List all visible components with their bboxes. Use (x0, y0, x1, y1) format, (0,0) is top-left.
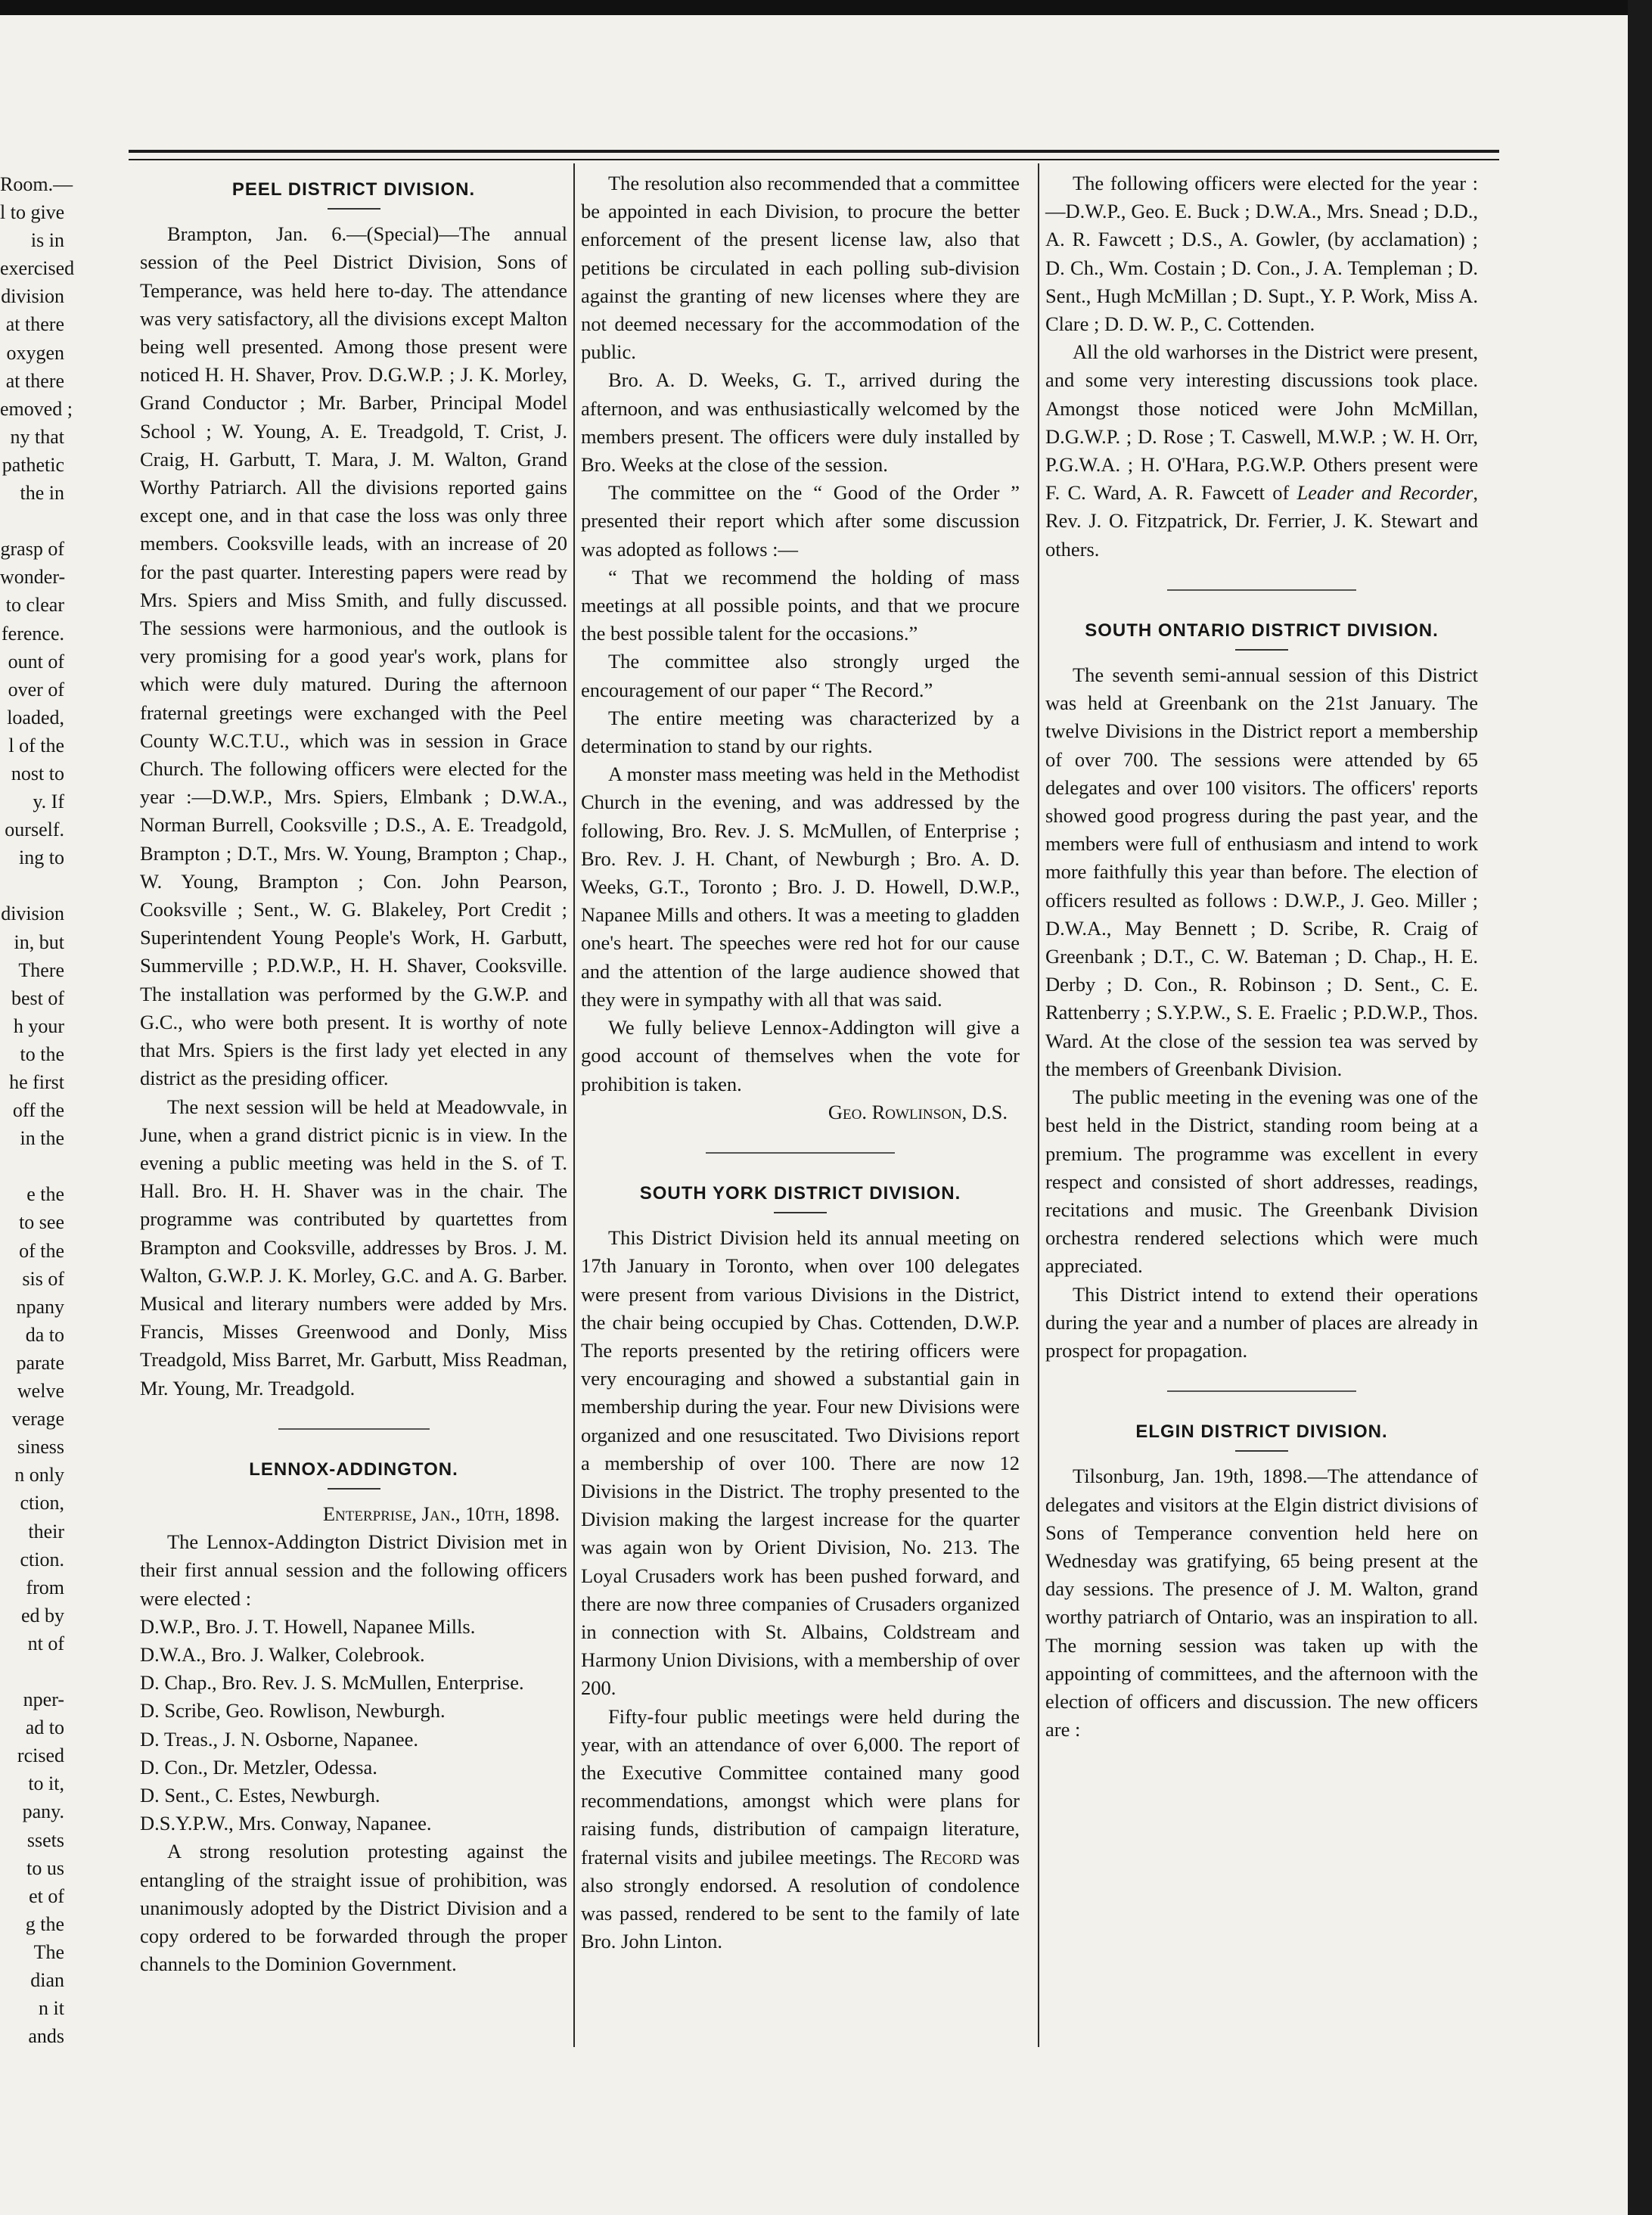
margin-fragment: nost to (11, 762, 64, 784)
margin-fragment: division (1, 285, 64, 308)
text-run: Fifty-four public meetings were held during the year, with an attendance of over 6,000. The report of the Executive Committee contained many good recommendations, amongst which were plans for raising funds, distribution of campaign literature, fraternal visits and jubilee meetings. The (581, 1704, 1020, 1869)
margin-fragment: best of (11, 986, 64, 1009)
officer-line: D.W.A., Bro. J. Walker, Colebrook. (140, 1642, 425, 1666)
section-separator (706, 1152, 895, 1154)
margin-fragment: nt of (27, 1632, 64, 1654)
column-rule (573, 163, 575, 2047)
margin-fragment: n only (14, 1464, 64, 1487)
heading-dash (328, 208, 380, 210)
officer-line: D. Treas., J. N. Osborne, Napanee. (140, 1727, 418, 1751)
heading-dash (774, 1212, 827, 1213)
margin-fragment: ands (28, 2025, 64, 2048)
margin-fragment: at there (5, 369, 64, 392)
margin-fragment: ing to (19, 847, 64, 869)
header-rule (129, 150, 1499, 153)
text-run-record: Record (920, 1845, 983, 1869)
section-separator (1167, 1390, 1356, 1392)
margin-fragment: exercised (0, 257, 75, 280)
south-ontario-paragraph: The public meeting in the evening was one of the best held in the District, standing room being at a premium. The programme was excellent in every respect and consisted of short addresses, readings, recitations and music. The Greenbank Division orchestra rendered selections which were much appreciated. (1045, 1086, 1478, 1278)
text-run: , Rev. J. O. Fitzpatrick, Dr. Ferrier, J. K. Stewart and others. (1045, 481, 1478, 561)
margin-fragment: npany (16, 1295, 64, 1318)
margin-fragment: oxygen (6, 341, 64, 364)
lennox-paragraph: The committee also strongly urged the encouragement of our paper “ The Record.” (581, 650, 1020, 701)
margin-fragment: pathetic (2, 453, 64, 476)
south-york-paragraph: The following officers were elected for the year :—D.W.P., Geo. E. Buck ; D.W.A., Mrs. Snead ; D.D., A. R. Fawcett ; D.S., A. Gowler, (by acclamation) ; D. Ch., Wm. Costain ; D. Con., J. A. Templeman ; D. Sent., Hugh McMillan ; D. Supt., Y. P. Work, Miss A. Clare ; D. D. W. P., C. Cottenden. (1045, 172, 1478, 336)
margin-fragment: in the (20, 1127, 64, 1150)
margin-fragment (0, 1657, 64, 1685)
peel-paragraph: Brampton, Jan. 6.—(Special)—The annual session of the Peel District Division, Sons of Temperance, was held here to-day. The attendance was very satisfactory, all the divisions except Malton being well presented. Among those present were noticed H. H. Shaver, Prov. D.G.W.P. ; J. K. Morley, Grand Conductor ; Mr. Barber, Principal Model School ; W. Young, A. E. Treadgold, T. Crist, J. Craig, H. Garbutt, T. Mara, J. M. Walton, Grand Worthy Patriarch. All the divisions reported gains except one, and in that case the loss was only three members. Cooksville leads, with an increase of 20 for the past quarter. Interesting papers were read by Mrs. Spiers and Miss Smith, and fully discussed. The sessions were harmonious, and the outlook is very promising for a good year's work, plans for which were duly matured. During the afternoon fraternal greetings were exchanged with the Peel County W.C.T.U., which was in session in Grace Church. The following officers were elected for the year :—D.W.P., Mrs. Spiers, Elmbank ; D.W.A., Norman Burrell, Cooksville ; D.S., A. E. Treadgold, Brampton ; D.T., Mrs. W. Young, Brampton ; Chap., W. Young, Brampton ; Con. John Pearson, Cooksville ; Sent., W. G. Blakeley, Port Credit ; Superintendent Young People's Work, H. Garbutt, Summerville ; P.D.W.P., H. H. Shaver, Cooksville. The installation was performed by the G.W.P. and G.C., who were both present. It is worthy of note that Mrs. Spiers is the first lady yet elected in any district as the presiding officer. (140, 222, 567, 1090)
column-3 (1045, 169, 1478, 1744)
margin-fragment: l of the (8, 734, 64, 756)
lennox-paragraph: The entire meeting was characterized by a determination to stand by our rights. (581, 706, 1020, 758)
margin-fragment (0, 507, 64, 535)
margin-fragment: to the (20, 1042, 64, 1065)
officer-line: D.W.P., Bro. J. T. Howell, Napanee Mills. (140, 1614, 476, 1638)
previous-page-margin (0, 170, 75, 2050)
heading-dash (1235, 649, 1288, 651)
lennox-quote: “ That we recommend the holding of mass meetings at all possible points, and that we procure the best possible talent for the occasions.” (581, 565, 1020, 645)
lennox-paragraph: Bro. A. D. Weeks, G. T., arrived during the afternoon, and was enthusiastically welcomed by the members present. The officers were duly installed by Bro. Weeks at the close of the session. (581, 368, 1020, 477)
margin-fragment: l to give (0, 201, 65, 224)
margin-fragment: wonder- (0, 566, 66, 589)
margin-fragment: siness (17, 1436, 64, 1459)
section-separator (1167, 589, 1356, 591)
south-york-paragraph (1045, 338, 1478, 564)
margin-fragment: nper- (23, 1688, 64, 1711)
scan-border (1628, 0, 1652, 2215)
margin-fragment: over of (8, 678, 64, 701)
lennox-paragraph: A strong resolution protesting against the entangling of the straight issue of prohibition, was unanimously adopted by the District Division and a copy ordered to be forwarded through the proper channels to the Dominion Government. (140, 1840, 567, 1976)
margin-fragment: ssets (26, 1828, 64, 1851)
margin-fragment: e the (26, 1183, 64, 1206)
margin-fragment: rcised (17, 1744, 64, 1767)
margin-fragment: verage (11, 1408, 64, 1431)
margin-fragment: grasp of (0, 538, 64, 561)
margin-fragment: Room.— (0, 173, 73, 195)
margin-fragment: ourself. (5, 819, 64, 841)
south-ontario-paragraph: This District intend to extend their operations during the year and a number of places are already in prospect for propagation. (1045, 1282, 1478, 1362)
elgin-paragraph: Tilsonburg, Jan. 19th, 1898.—The attendance of delegates and visitors at the Elgin district divisions of Sons of Temperance convention held here on Wednesday was gratifying, 65 being present at the day sessions. The presence of J. M. Walton, grand worthy patriarch of Ontario, was an inspiration to all. The morning session was taken up with the appointing of committees, and the afternoon with the election of officers and discussion. The new officers are : (1045, 1465, 1478, 1741)
peel-paragraph: The next session will be held at Meadowvale, in June, when a grand district picnic is in view. In the evening a public meeting was held in the S. of T. Hall. Bro. H. H. Shaver was in the chair. The programme was contributed by quartettes from Brampton and Cooksville, addresses by Bros. J. M. Walton, G.W.P. J. K. Morley, G.C. and A. G. Barber. Musical and literary numbers were added by Mrs. Francis, Misses Greenwood and Donly, Miss Treadgold, Miss Barret, Mr. Garbutt, Miss Readman, Mr. Young, Mr. Treadgold. (140, 1095, 567, 1400)
column-1 (140, 169, 567, 1978)
text-run-italic: Leader and Recorder (1296, 481, 1473, 505)
south-york-paragraph: This District Division held its annual meeting on 17th January in Toronto, when over 100 delegates were present from various Divisions in the District, the chair being occupied by Chas. Cottenden, D.W.P. The reports presented by the retiring officers were very encouraging and showed a substantial gain in membership during the year. Four new Divisions were organized and one resuscitated. Two Divisions report a membership of over 100. There are now 12 Divisions in the District. The trophy presented to the Division making the largest increase for the quarter was again won by Orient Division, No. 213. The Loyal Crusaders work has been pushed forward, and there are now three companies of Crusaders organized in connection with St. Albains, Coldstream and Harmony Union Divisions, with a membership of over 200. (581, 1226, 1020, 1700)
margin-fragment: et of (29, 1884, 64, 1907)
officer-line: D. Chap., Bro. Rev. J. S. McMullen, Enterprise. (140, 1671, 524, 1695)
margin-fragment: loaded, (7, 706, 64, 728)
south-york-paragraph (581, 1703, 1020, 1956)
heading-dash (1235, 1450, 1288, 1452)
margin-fragment: The (33, 1940, 64, 1963)
margin-fragment: da to (25, 1323, 64, 1346)
lennox-intro: The Lennox-Addington District Division met in their first annual session and the following officers were elected : (140, 1530, 567, 1610)
margin-fragment: sis of (22, 1267, 64, 1290)
officer-line: D.S.Y.P.W., Mrs. Conway, Napanee. (140, 1812, 432, 1835)
header-rule-thin (129, 159, 1499, 160)
margin-fragment: ad to (25, 1716, 64, 1739)
text-run: was also strongly endorsed. A resolution of condolence was passed, rendered to be sent to the family of late Bro. John Linton. (581, 1845, 1020, 1953)
south-ontario-paragraph: The seventh semi-annual session of this District was held at Greenbank on the 21st January. The twelve Divisions in the District report a membership of over 700. The sessions were attended by 65 delegates and over 100 visitors. The officers' reports showed good progress during the past year, and the members were full of enthusiasm and intend to work more faithfully this year than before. The election of officers resulted as follows : D.W.P., J. Geo. Miller ; D.W.A., May Bennett ; D. Scribe, R. Craig of Greenbank ; D.T., C. W. Bateman ; D. Chap., H. E. Derby ; D. Con., R. Robinson ; D. Sent., C. E. Rattenberry ; S.Y.P.W., S. E. Fraelic ; P.D.W.P., Thos. Ward. At the close of the session tea was served by the members of Greenbank Division. (1045, 663, 1478, 1080)
margin-fragment: ction. (20, 1548, 64, 1570)
lennox-paragraph: We fully believe Lennox-Addington will give a good account of themselves when the vote for prohibition is taken. (581, 1016, 1020, 1095)
text-run: All the old warhorses in the District were present, and some very interesting discussions took place. Amongst those noticed were John McMillan, D.G.W.P. ; D. Rose ; T. Caswell, M.W.P. ; W. H. Orr, P.G.W.A. ; H. O'Hara, P.G.W.P. Others present were F. C. Ward, A. R. Fawcett of (1045, 340, 1478, 505)
margin-fragment: to it, (28, 1772, 64, 1795)
margin-fragment: from (26, 1576, 64, 1598)
margin-fragment: he first (9, 1071, 64, 1093)
section-heading-elgin: ELGIN DISTRICT DIVISION. (1135, 1421, 1388, 1443)
margin-fragment: to clear (5, 594, 64, 617)
lennox-paragraph: The committee on the “ Good of the Order ” presented their report which after some discussion was adopted as follows :— (581, 481, 1020, 561)
section-separator (278, 1428, 430, 1430)
margin-fragment: to us (26, 1856, 64, 1879)
lennox-paragraph: A monster mass meeting was held in the Methodist Church in the evening, and was addressed by the following, Bro. Rev. J. S. McMullen, of Enterprise ; Bro. Rev. J. H. Chant, of Newburgh ; Bro. A. D. Weeks, G.T., Toronto ; Bro. J. D. Howell, D.W.P., Napanee Mills and others. It was a meeting to gladden one's heart. The speeches were red hot for our cause and the attention of the large audience showed that they were in sympathy with all that was said. (581, 763, 1020, 1011)
margin-fragment: ny that (10, 425, 64, 448)
margin-fragment: in, but (14, 930, 64, 953)
margin-fragment: their (28, 1520, 64, 1542)
lennox-dateline: Enterprise, Jan., 10th, 1898. (322, 1502, 560, 1525)
margin-fragment: the in (20, 482, 64, 505)
margin-fragment: ction, (20, 1492, 64, 1514)
section-heading-peel: PEEL DISTRICT DIVISION. (231, 179, 476, 200)
margin-fragment: at there (5, 313, 64, 336)
margin-fragment (0, 1152, 64, 1180)
margin-fragment: pany. (22, 1800, 64, 1823)
margin-fragment: y. If (33, 791, 64, 813)
signature: Geo. Rowlinson, D.S. (828, 1100, 1008, 1123)
margin-fragment: division (1, 902, 64, 925)
section-heading-south-york: SOUTH YORK DISTRICT DIVISION. (639, 1182, 961, 1204)
margin-fragment: welve (17, 1380, 64, 1403)
margin-fragment: off the (12, 1099, 64, 1122)
margin-fragment: of the (19, 1239, 64, 1262)
heading-dash (328, 1488, 380, 1490)
margin-fragment: dian (30, 1969, 64, 1991)
margin-fragment: is in (30, 229, 64, 252)
margin-fragment: ount of (8, 650, 64, 673)
section-heading-south-ontario: SOUTH ONTARIO DISTRICT DIVISION. (1085, 620, 1439, 641)
margin-fragment: h your (13, 1014, 64, 1037)
margin-fragment: g the (25, 1912, 64, 1935)
officer-line: D. Sent., C. Estes, Newburgh. (140, 1783, 380, 1806)
column-rule (1038, 163, 1039, 2047)
margin-fragment: ed by (20, 1604, 64, 1626)
officer-line: D. Scribe, Geo. Rowlison, Newburgh. (140, 1699, 446, 1723)
margin-fragment (0, 871, 64, 899)
margin-fragment: to see (19, 1211, 64, 1234)
section-heading-lennox: LENNOX-ADDINGTON. (249, 1459, 458, 1480)
margin-fragment: There (18, 958, 64, 981)
column-2 (581, 169, 1020, 1956)
officer-line: D. Con., Dr. Metzler, Odessa. (140, 1755, 377, 1779)
margin-fragment: n it (39, 1997, 64, 2020)
margin-fragment: emoved ; (0, 397, 73, 420)
margin-fragment: parate (16, 1351, 64, 1374)
margin-fragment: ference. (2, 622, 64, 645)
lennox-paragraph: The resolution also recommended that a committee be appointed in each Division, to procure the better enforcement of the present license law, also that petitions be circulated in each polling sub-division against the granting of new licenses where they are not deemed necessary for the accommodation of the public. (581, 172, 1020, 364)
